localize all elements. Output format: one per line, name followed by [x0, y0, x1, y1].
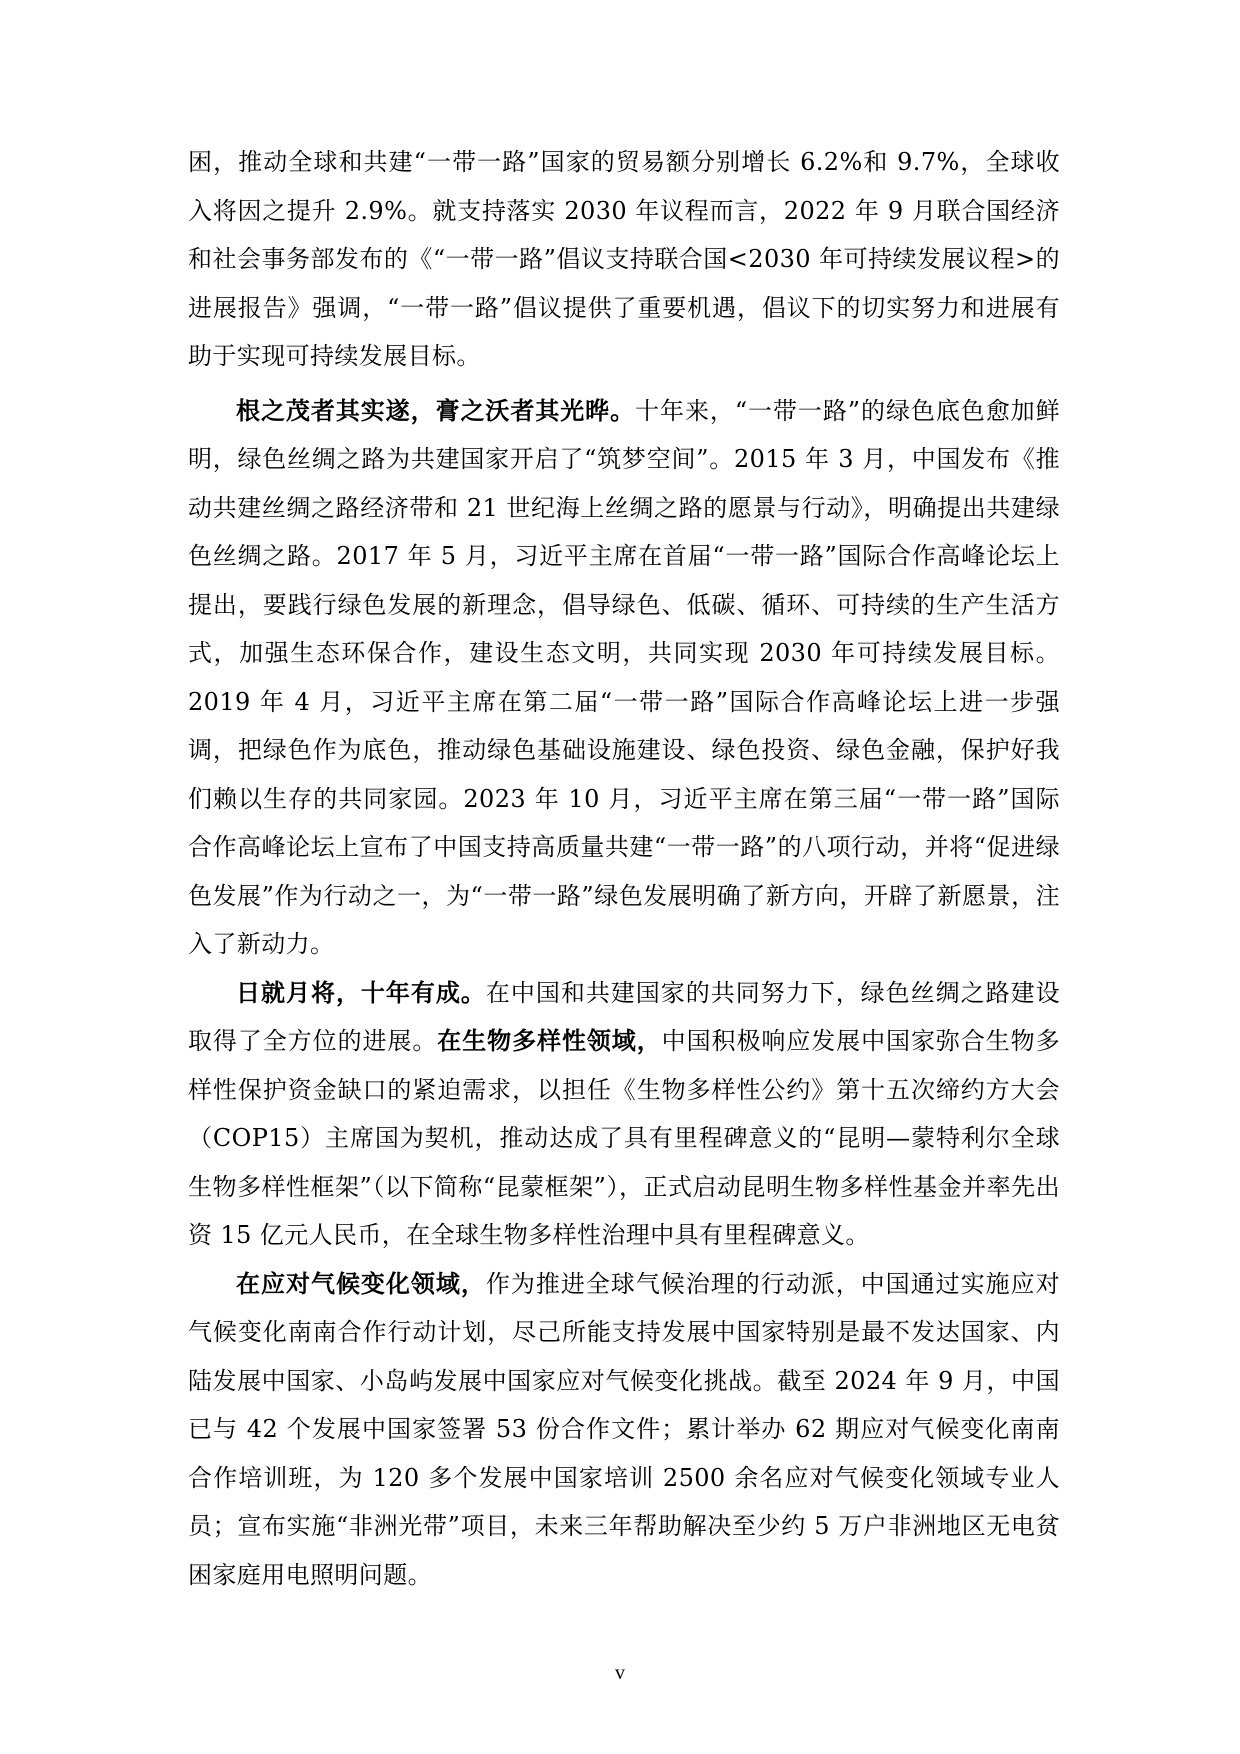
paragraph-lead-bold: 日就月将，十年有成。	[236, 977, 486, 1007]
paragraph-decade-progress	[188, 969, 1060, 1260]
paragraph-continued	[188, 138, 1060, 381]
page-number: v	[615, 1662, 625, 1684]
paragraph-text: 在中国和共建国家的共同努力下，绿色丝绸之路建设取得了全方位的进展。	[188, 978, 1060, 1055]
paragraph-text: 作为推进全球气候治理的行动派，中国通过实施应对气候变化南南合作行动计划，尽己所能支持发展中国家特别是最不发达国家、内陆发展中国家、小岛屿发展中国家应对气候变化挑战。截至 2024 年 9 月，中国已与 42 个发展中国家签署 53 份合作文件；累计举办 62 期应对气候变化南南合作培训班，为 120 多个发展中国家培训 2500 余名应对气候变化领域专业人员；宣布实施“非洲光带”项目，未来三年帮助解决至少约 5 万户非洲地区无电贫困家庭用电照明问题。	[188, 1269, 1060, 1589]
body-text	[188, 138, 1060, 1599]
paragraph-climate-change	[188, 1260, 1060, 1600]
paragraph-green-foundation	[188, 387, 1060, 969]
paragraph-lead-bold: 在应对气候变化领域，	[236, 1268, 486, 1298]
paragraph-lead-bold-biodiversity: 在生物多样性领域，	[437, 1026, 662, 1055]
paragraph-text: 困，推动全球和共建“一带一路”国家的贸易额分别增长 6.2%和 9.7%，全球收入将因之提升 2.9%。就支持落实 2030 年议程而言，2022 年 9 月联合国经济和社会事务部发布的《“一带一路”倡议支持联合国<2030 年可持续发展议程>的进展报告》强调，“一带一路”倡议提供了重要机遇，倡议下的切实努力和进展有助于实现可持续发展目标。	[188, 148, 1060, 370]
paragraph-lead-bold: 根之茂者其实遂，膏之沃者其光晔。	[236, 395, 636, 425]
paragraph-text-biodiversity: 中国积极响应发展中国家弥合生物多样性保护资金缺口的紧迫需求，以担任《生物多样性公约》第十五次缔约方大会（COP15）主席国为契机，推动达成了具有里程碑意义的“昆明—蒙特利尔全球生物多样性框架”（以下简称“昆蒙框架”），正式启动昆明生物多样性基金并率先出资 15 亿元人民币，在全球生物多样性治理中具有里程碑意义。	[188, 1027, 1061, 1249]
paragraph-text: 十年来，“一带一路”的绿色底色愈加鲜明，绿色丝绸之路为共建国家开启了“筑梦空间”。2015 年 3 月，中国发布《推动共建丝绸之路经济带和 21 世纪海上丝绸之路的愿景与行动》，明确提出共建绿色丝绸之路。2017 年 5 月，习近平主席在首届“一带一路”国际合作高峰论坛上提出，要践行绿色发展的新理念，倡导绿色、低碳、循环、可持续的生产生活方式，加强生态环保合作，建设生态文明，共同实现 2030 年可持续发展目标。2019 年 4 月，习近平主席在第二届“一带一路”国际合作高峰论坛上进一步强调，把绿色作为底色，推动绿色基础设施建设、绿色投资、绿色金融，保护好我们赖以生存的共同家园。2023 年 10 月，习近平主席在第三届“一带一路”国际合作高峰论坛上宣布了中国支持高质量共建“一带一路”的八项行动，并将“促进绿色发展”作为行动之一，为“一带一路”绿色发展明确了新方向，开辟了新愿景，注入了新动力。	[188, 396, 1060, 958]
